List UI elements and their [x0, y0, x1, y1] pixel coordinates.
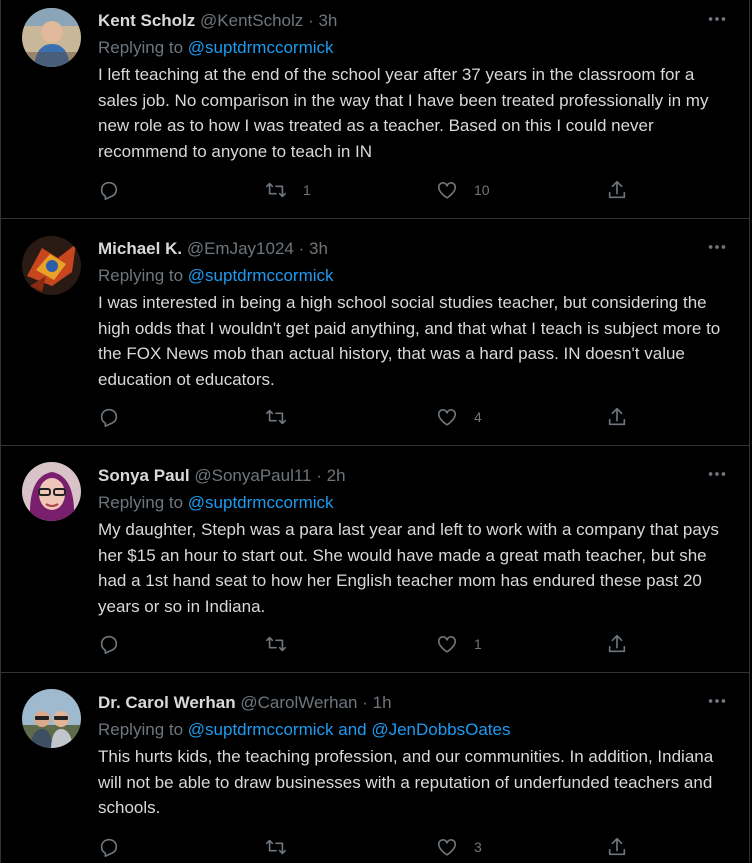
separator: · [298, 239, 305, 258]
author-name[interactable]: Sonya Paul [98, 466, 190, 485]
timestamp[interactable]: 1h [372, 693, 392, 712]
replying-to [98, 717, 727, 743]
share-button[interactable] [606, 835, 628, 859]
like-button[interactable] [436, 632, 482, 656]
share-icon [606, 836, 628, 858]
like-count: 3 [474, 839, 482, 855]
reply-button[interactable] [98, 835, 120, 859]
heart-icon [436, 179, 458, 201]
reply-icon [98, 406, 120, 428]
author-handle[interactable]: @CarolWerhan [240, 693, 358, 712]
reply-icon [98, 179, 120, 201]
tweet-header [98, 8, 727, 34]
avatar[interactable] [22, 462, 81, 521]
tweet-text: This hurts kids, the teaching profession, and our communities. In addition, Indiana will not be able to draw businesses with a reputation of underfunded teachers and schools. [98, 747, 714, 817]
more-horizontal-icon[interactable] [705, 236, 729, 258]
like-count: 1 [474, 636, 482, 652]
avatar[interactable] [22, 8, 81, 67]
like-button[interactable] [436, 178, 490, 202]
retweet-icon [265, 406, 287, 428]
separator: · [362, 693, 368, 712]
retweet-icon [265, 179, 287, 201]
tweet-text: I was interested in being a high school social studies teacher, but considering the high odds that I wouldn't get paid anything, and that what I teach is subject more to the FOX News mob than actual history, that was a hard pass. IN doesn't value education ot educators. [98, 293, 721, 389]
reply-button[interactable] [98, 178, 120, 202]
tweet-text: I left teaching at the end of the school year after 37 years in the classroom for a sales job. No comparison in the way that I have been treated professionally in my new role as to how I was treated as a teacher. Based on this I could never recommend to anyone to teach in IN [98, 65, 709, 161]
replying-to [98, 35, 727, 61]
mention-link[interactable]: @suptdrmccormick [187, 266, 334, 285]
mention-link[interactable]: @suptdrmccormick [187, 38, 334, 57]
tweet-header [98, 463, 727, 489]
replying-label: Replying to [98, 493, 184, 512]
more-horizontal-icon[interactable] [705, 8, 729, 30]
retweet-button[interactable] [265, 632, 287, 656]
author-handle[interactable]: @KentScholz [200, 11, 304, 30]
mention-link[interactable]: @suptdrmccormick [187, 493, 334, 512]
timestamp[interactable]: 3h [318, 11, 338, 30]
tweet[interactable] [0, 446, 750, 673]
replying-label: Replying to [98, 720, 184, 739]
author-handle[interactable]: @EmJay1024 [186, 239, 294, 258]
share-button[interactable] [606, 632, 628, 656]
timestamp[interactable]: 3h [309, 239, 328, 258]
author-name[interactable]: Dr. Carol Werhan [98, 693, 236, 712]
tweet[interactable] [0, 0, 750, 219]
timestamp[interactable]: 2h [326, 466, 346, 485]
heart-icon [436, 633, 458, 655]
retweet-count: 1 [303, 182, 311, 198]
separator: · [308, 11, 314, 30]
tweet-header [98, 236, 727, 262]
like-count: 10 [474, 182, 490, 198]
like-button[interactable] [436, 835, 482, 859]
author-name[interactable]: Kent Scholz [98, 11, 196, 30]
more-horizontal-icon[interactable] [705, 690, 729, 712]
heart-icon [436, 836, 458, 858]
like-button[interactable] [436, 405, 482, 429]
tweet-actions [1, 405, 749, 429]
share-icon [606, 633, 628, 655]
separator: · [316, 466, 322, 485]
reply-button[interactable] [98, 632, 120, 656]
tweet-actions [1, 178, 749, 202]
retweet-button[interactable] [265, 405, 287, 429]
replying-label: Replying to [98, 38, 184, 57]
tweet-actions [1, 835, 749, 859]
tweet-actions [1, 632, 749, 656]
share-button[interactable] [606, 405, 628, 429]
avatar[interactable] [22, 689, 81, 748]
tweet[interactable] [0, 219, 750, 446]
replying-to [98, 263, 727, 289]
more-horizontal-icon[interactable] [705, 463, 729, 485]
tweet-header [98, 690, 727, 716]
replying-to [98, 490, 727, 516]
like-count: 4 [474, 409, 482, 425]
retweet-button[interactable] [265, 835, 287, 859]
share-button[interactable] [606, 178, 628, 202]
retweet-icon [265, 633, 287, 655]
tweet-text: My daughter, Steph was a para last year and left to work with a company that pays her $15 an hour to start out. She would have made a great math teacher, but she had a 1st hand seat to how her English teacher mom has endured these past 20 years or so in Indiana. [98, 520, 719, 616]
replying-label: Replying to [98, 266, 184, 285]
reply-icon [98, 836, 120, 858]
reply-icon [98, 633, 120, 655]
reply-button[interactable] [98, 405, 120, 429]
retweet-button[interactable] [265, 178, 311, 202]
share-icon [606, 179, 628, 201]
mention-link[interactable]: @suptdrmccormick and @JenDobbsOates [187, 720, 511, 739]
heart-icon [436, 406, 458, 428]
tweet[interactable] [0, 673, 750, 863]
retweet-icon [265, 836, 287, 858]
author-name[interactable]: Michael K. [98, 239, 183, 258]
avatar[interactable] [22, 236, 81, 295]
author-handle[interactable]: @SonyaPaul11 [194, 466, 312, 485]
share-icon [606, 406, 628, 428]
